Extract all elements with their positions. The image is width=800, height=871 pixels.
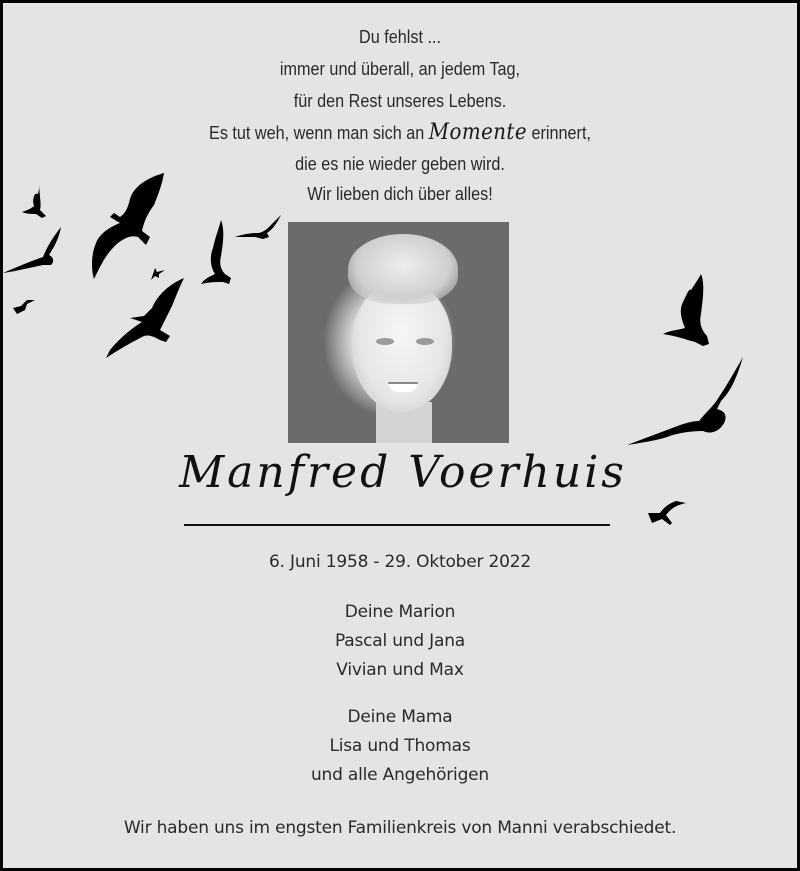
bird-icon bbox=[90, 173, 166, 279]
bird-icon bbox=[195, 220, 235, 286]
portrait-photo bbox=[288, 222, 509, 443]
mourner-1: Deine Marion bbox=[344, 602, 456, 622]
poem-line-3: für den Rest unseres Lebens. bbox=[293, 91, 507, 111]
obituary-card bbox=[3, 3, 797, 868]
poem-line-4 bbox=[43, 120, 758, 145]
poem-script-word: Momente bbox=[428, 120, 528, 145]
photo-hair bbox=[348, 234, 458, 304]
mourner-2: Pascal und Jana bbox=[334, 631, 466, 651]
bird-icon bbox=[20, 184, 48, 226]
bird-icon bbox=[661, 274, 711, 354]
deceased-name: Manfred Voerhuis bbox=[179, 447, 627, 498]
photo-eye-right bbox=[416, 338, 434, 345]
name-underline bbox=[184, 524, 610, 526]
mourner-6: und alle Angehörigen bbox=[310, 765, 490, 785]
mourner-3: Vivian und Max bbox=[336, 660, 464, 680]
poem-line-2: immer und überall, an jedem Tag, bbox=[279, 59, 521, 79]
bird-icon bbox=[235, 215, 283, 241]
poem-line-6: Wir lieben dich über alles! bbox=[307, 184, 493, 204]
mourner-5: Lisa und Thomas bbox=[329, 736, 471, 756]
poem-line-4-start: Es tut weh, wenn man sich an bbox=[209, 123, 425, 143]
closing-note: Wir haben uns im engsten Familienkreis von Manni verabschiedet. bbox=[123, 818, 677, 838]
bird-icon bbox=[13, 300, 35, 314]
mourner-4: Deine Mama bbox=[347, 707, 453, 727]
poem-line-5: die es nie wieder geben wird. bbox=[295, 154, 505, 174]
photo-eye-left bbox=[376, 338, 394, 345]
life-dates: 6. Juni 1958 - 29. Oktober 2022 bbox=[269, 552, 531, 572]
bird-icon bbox=[3, 227, 63, 273]
bird-icon bbox=[106, 278, 186, 358]
bird-icon bbox=[648, 501, 686, 525]
poem-line-1: Du fehlst ... bbox=[359, 27, 441, 47]
poem-line-4-end: erinnert, bbox=[531, 123, 591, 143]
bird-icon bbox=[627, 357, 747, 445]
